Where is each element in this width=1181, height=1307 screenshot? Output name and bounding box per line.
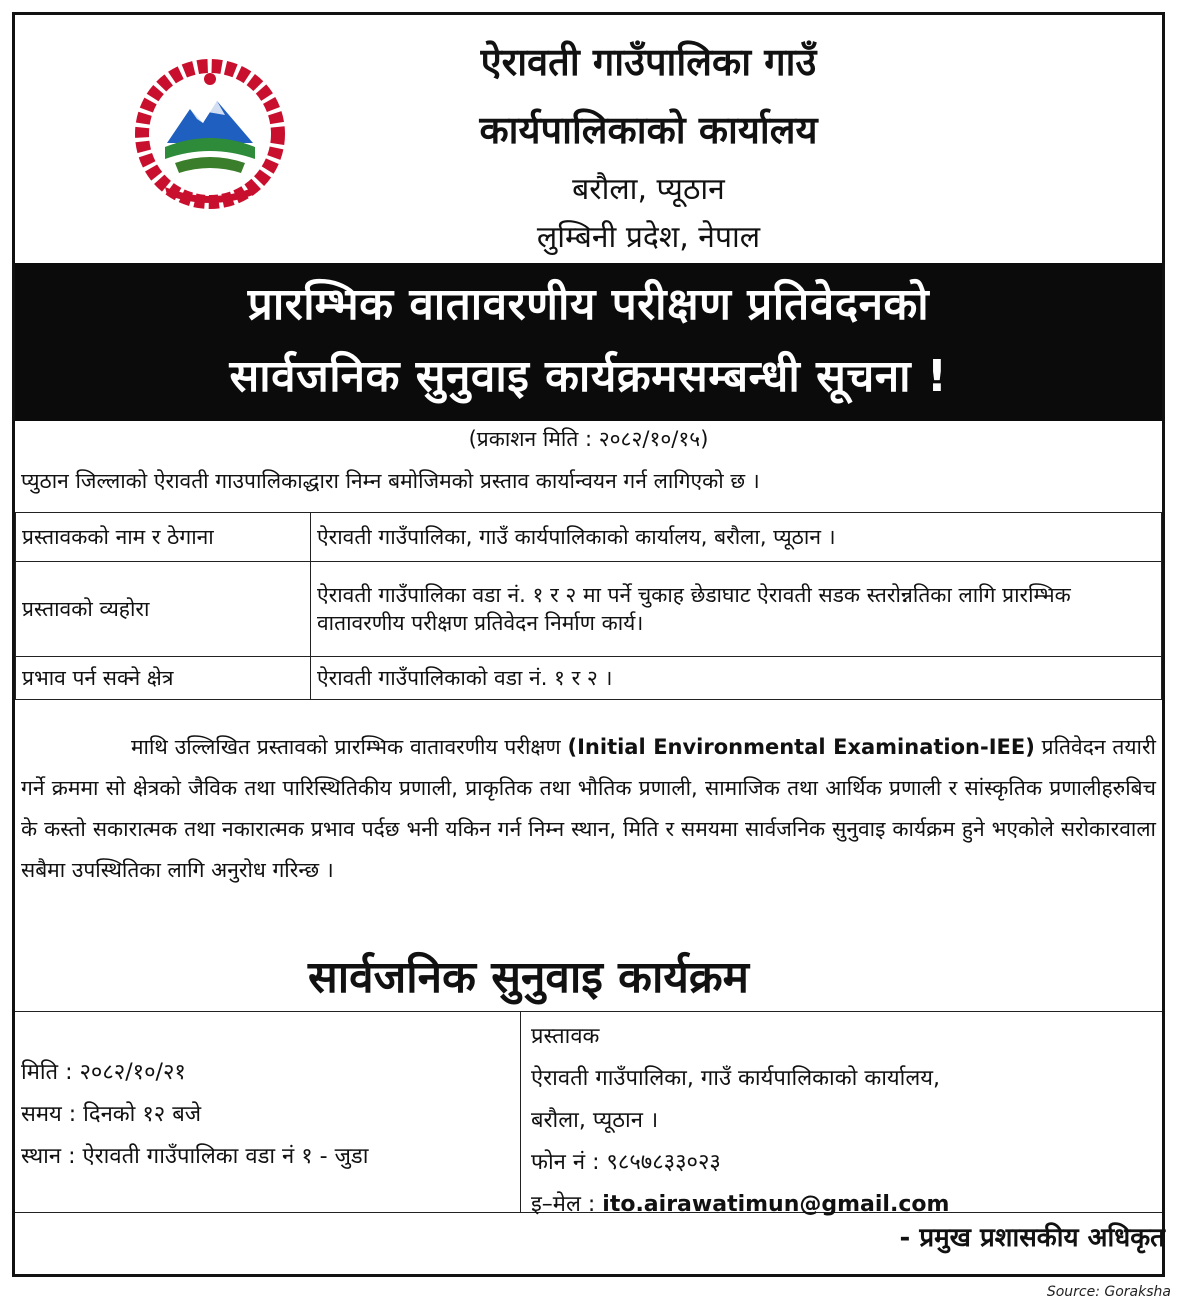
email-address: ito.airawatimun@gmail.com xyxy=(602,1192,950,1217)
table-label: प्रस्तावकको नाम र ठेगाना xyxy=(16,513,311,562)
proponent-heading: प्रस्तावक xyxy=(531,1024,600,1049)
proponent-details xyxy=(531,1016,1151,1226)
table-value: ऐरावती गाउँपालिका, गाउँ कार्यपालिकाको कार्यालय, बरौला, प्यूठान । xyxy=(311,513,1162,562)
table-row xyxy=(16,657,1162,700)
publication-date: (प्रकाशन मिति : २०८२/१०/१५) xyxy=(468,427,709,451)
source-credit: Source: Goraksha xyxy=(1046,1284,1171,1300)
program-time: समय : दिनको १२ बजे xyxy=(21,1102,202,1127)
program-place: स्थान : ऐरावती गाउँपालिका वडा नं १ - जुडा xyxy=(21,1144,369,1169)
body-paragraph xyxy=(21,727,1156,891)
notice-title-line1: प्रारम्भिक वातावरणीय परीक्षण प्रतिवेदनको xyxy=(247,279,930,330)
proponent-name: ऐरावती गाउँपालिका, गाउँ कार्यपालिकाको कार्यालय, xyxy=(531,1066,941,1091)
program-date: मिति : २०८२/१०/२१ xyxy=(21,1060,186,1085)
office-address: बरौला, प्यूठान xyxy=(572,172,725,207)
column-divider xyxy=(520,1012,521,1212)
intro-text: प्युठान जिल्लाको ऐरावती गाउपालिकाद्धारा निम्न बमोजिमको प्रस्ताव कार्यान्वयन गर्न लागिएको छ । xyxy=(21,469,760,493)
notice-frame xyxy=(12,12,1165,1277)
body-text-part1: माथि उल्लिखित प्रस्तावको प्रारम्भिक वातावरणीय परीक्षण xyxy=(131,735,568,759)
office-name-line2: कार्यपालिकाको कार्यालय xyxy=(479,108,818,152)
table-label: प्रभाव पर्न सक्ने क्षेत्र xyxy=(16,657,311,700)
office-header xyxy=(15,15,1162,263)
table-value: ऐरावती गाउँपालिका वडा नं. १ र २ मा पर्ने चुकाह छेडाघाट ऐरावती सडक स्तरोन्नतिका लागि प्रारम्भिक वातावरणीय परीक्षण प्रतिवेदन निर्माण कार्य। xyxy=(311,562,1162,657)
table-label: प्रस्तावको व्यहोरा xyxy=(16,562,311,657)
program-details-box xyxy=(15,1011,1162,1217)
proposal-info-table xyxy=(15,512,1162,700)
table-row xyxy=(16,562,1162,657)
body-text-part2: प्रतिवेदन तयारी गर्ने क्रममा सो क्षेत्रको जैविक तथा पारिस्थितिकीय प्रणाली, प्राकृतिक तथा भौतिक प्रणाली, सामाजिक तथा आर्थिक प्रणाली र सांस्कृतिक प्रणालीहरुबिच के कस्तो सकारात्मक तथा नकारात्मक प्रभाव पर्दछ भनी यकिन गर्न निम्न स्थान, मिति र समयमा सार्वजनिक सुनुवाइ कार्यक्रम हुने भएकोले सरोकारवाला सबैमा उपस्थितिका लागि अनुरोध गरिन्छ । xyxy=(21,735,1157,882)
signatory-title: - प्रमुख प्रशासकीय अधिकृत xyxy=(899,1223,1165,1253)
notice-title-banner xyxy=(15,263,1162,421)
office-province: लुम्बिनी प्रदेश, नेपाल xyxy=(536,220,761,255)
notice-title-line2: सार्वजनिक सुनुवाइ कार्यक्रमसम्बन्धी सूचना ! xyxy=(229,351,948,402)
table-value: ऐरावती गाउँपालिकाको वडा नं. १ र २ । xyxy=(311,657,1162,700)
program-schedule xyxy=(21,1052,516,1178)
proponent-phone: फोन नं : ९८५७८३३०२३ xyxy=(531,1150,721,1175)
table-row xyxy=(16,513,1162,562)
iee-english-term: (Initial Environmental Examination-IEE) xyxy=(567,735,1035,759)
office-name-line1: ऐरावती गाउँपालिका गाउँ xyxy=(480,40,817,84)
email-label: इ–मेल : xyxy=(531,1192,603,1217)
proponent-address: बरौला, प्यूठान । xyxy=(531,1108,659,1133)
program-title: सार्वजनिक सुनुवाइ कार्यक्रम xyxy=(308,952,749,1003)
